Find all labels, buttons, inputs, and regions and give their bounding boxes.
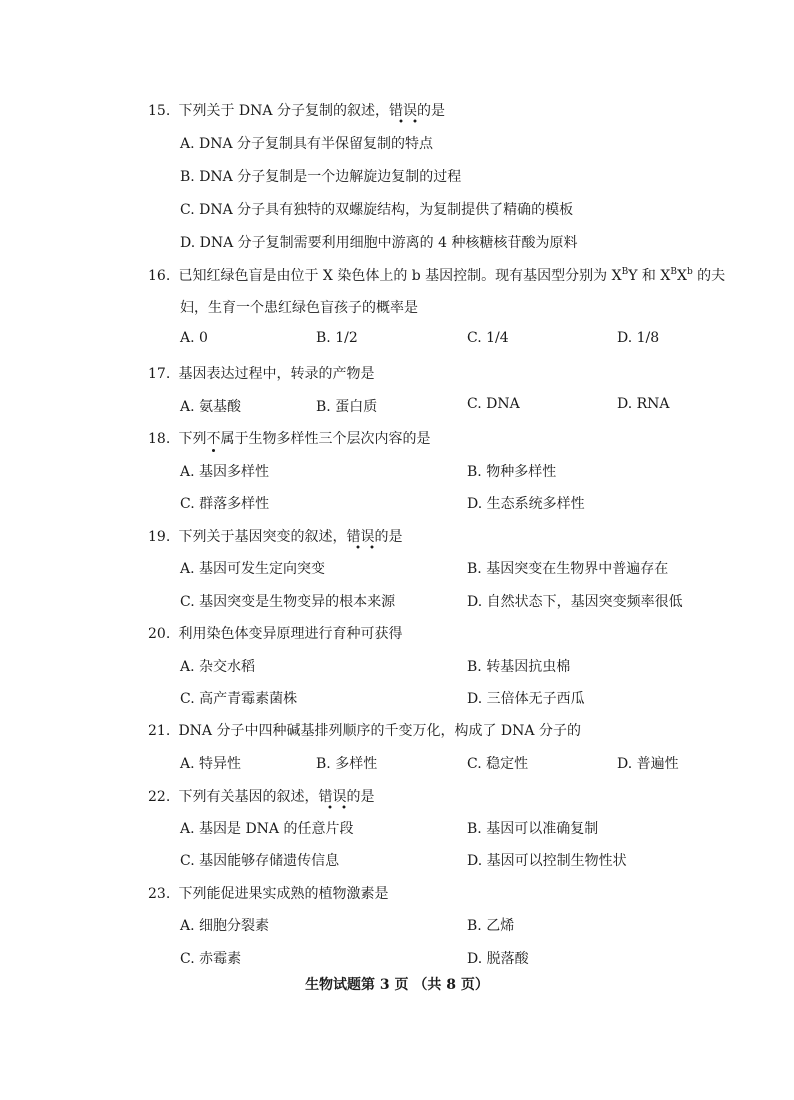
option-a: A. 基因是 DNA 的任意片段	[180, 821, 354, 837]
question-stem: 利用染色体变异原理进行育种可获得	[178, 626, 403, 642]
question-stem: DNA 分子中四种碱基排列顺序的千变万化，构成了 DNA 分子的	[178, 723, 581, 739]
option-a: A. 基因多样性	[180, 464, 270, 480]
option-c: C. 基因突变是生物变异的根本来源	[180, 594, 396, 610]
question-stem: 下列能促进果实成熟的植物激素是	[178, 886, 389, 902]
option-d: D. 生态系统多样性	[467, 496, 585, 512]
question-15	[148, 100, 445, 120]
question-number: 17.	[148, 366, 171, 382]
option-b: B. 基因可以准确复制	[467, 821, 599, 837]
emphasis-text: 错误	[389, 103, 417, 123]
question-stem: 下列关于 DNA 分子复制的叙述，错误的是	[178, 103, 445, 123]
question-number: 16.	[148, 268, 171, 284]
emphasis-text: 错误	[346, 529, 374, 549]
option-b: B. 多样性	[316, 756, 378, 772]
option-c: C. DNA 分子具有独特的双螺旋结构，为复制提供了精确的模板	[180, 202, 574, 218]
option-d: D. 三倍体无子西瓜	[467, 691, 585, 707]
question-stem: 下列有关基因的叙述，错误的是	[178, 789, 374, 809]
option-b: B. 物种多样性	[467, 464, 557, 480]
question-stem: 基因表达过程中，转录的产物是	[178, 366, 375, 382]
option-a: A. 氨基酸	[180, 399, 242, 415]
option-c: C. 高产青霉素菌株	[180, 691, 298, 707]
page-footer: 生物试题第 3 页 （共 8 页）	[305, 977, 489, 993]
question-number: 23.	[148, 886, 171, 902]
option-c: C. 赤霉素	[180, 951, 242, 967]
question-number: 18.	[148, 431, 171, 447]
emphasis-text: 错误	[318, 789, 346, 809]
question-stem: 已知红绿色盲是由位于 X 染色体上的 b 基因控制。现有基因型分别为 $X^BY$ 和 $X^BX^b$ 的夫	[178, 267, 726, 284]
option-d: D. 基因可以控制生物性状	[467, 853, 627, 869]
question-number: 15.	[148, 103, 171, 119]
option-a: A. 杂交水稻	[180, 659, 256, 675]
option-b: B. 1/2	[316, 330, 358, 346]
question-18	[148, 428, 430, 448]
option-d: D. 普遍性	[617, 756, 679, 772]
option-d: D. DNA 分子复制需要利用细胞中游离的 4 种核糖核苷酸为原料	[180, 235, 578, 251]
question-stem: 下列关于基因突变的叙述，错误的是	[178, 529, 402, 549]
question-number: 22.	[148, 789, 171, 805]
option-b: B. 转基因抗虫棉	[467, 659, 571, 675]
option-c: C. 基因能够存储遗传信息	[180, 853, 340, 869]
emphasis-text: 不	[206, 431, 221, 447]
option-c: C. 稳定性	[467, 756, 529, 772]
option-b: B. 乙烯	[467, 918, 515, 934]
option-d: D. 自然状态下，基因突变频率很低	[467, 594, 683, 610]
question-22	[148, 786, 374, 806]
option-a: A. 0	[180, 330, 208, 346]
option-c: C. 群落多样性	[180, 496, 270, 512]
option-d: D. 脱落酸	[467, 951, 529, 967]
question-number: 19.	[148, 529, 171, 545]
question-stem-continued: 妇，生育一个患红绿色盲孩子的概率是	[180, 300, 418, 316]
question-23	[148, 883, 388, 903]
option-b: B. DNA 分子复制是一个边解旋边复制的过程	[180, 169, 462, 185]
question-17	[148, 363, 374, 383]
question-20	[148, 623, 402, 643]
question-stem: 下列不属于生物多样性三个层次内容的是	[178, 431, 431, 447]
option-a: A. DNA 分子复制具有半保留复制的特点	[180, 136, 434, 152]
question-19	[148, 526, 402, 546]
option-c: C. 1/4	[467, 330, 509, 346]
question-16	[148, 265, 725, 285]
option-a: A. 特异性	[180, 756, 242, 772]
option-a: A. 基因可发生定向突变	[180, 561, 326, 577]
option-b: B. 蛋白质	[316, 399, 378, 415]
option-b: B. 基因突变在生物界中普遍存在	[467, 561, 669, 577]
question-number: 21.	[148, 723, 171, 739]
option-a: A. 细胞分裂素	[180, 918, 270, 934]
question-number: 20.	[148, 626, 171, 642]
option-c: C. DNA	[467, 396, 520, 412]
question-21	[148, 720, 581, 740]
option-d: D. 1/8	[617, 330, 660, 346]
option-d: D. RNA	[617, 396, 670, 412]
